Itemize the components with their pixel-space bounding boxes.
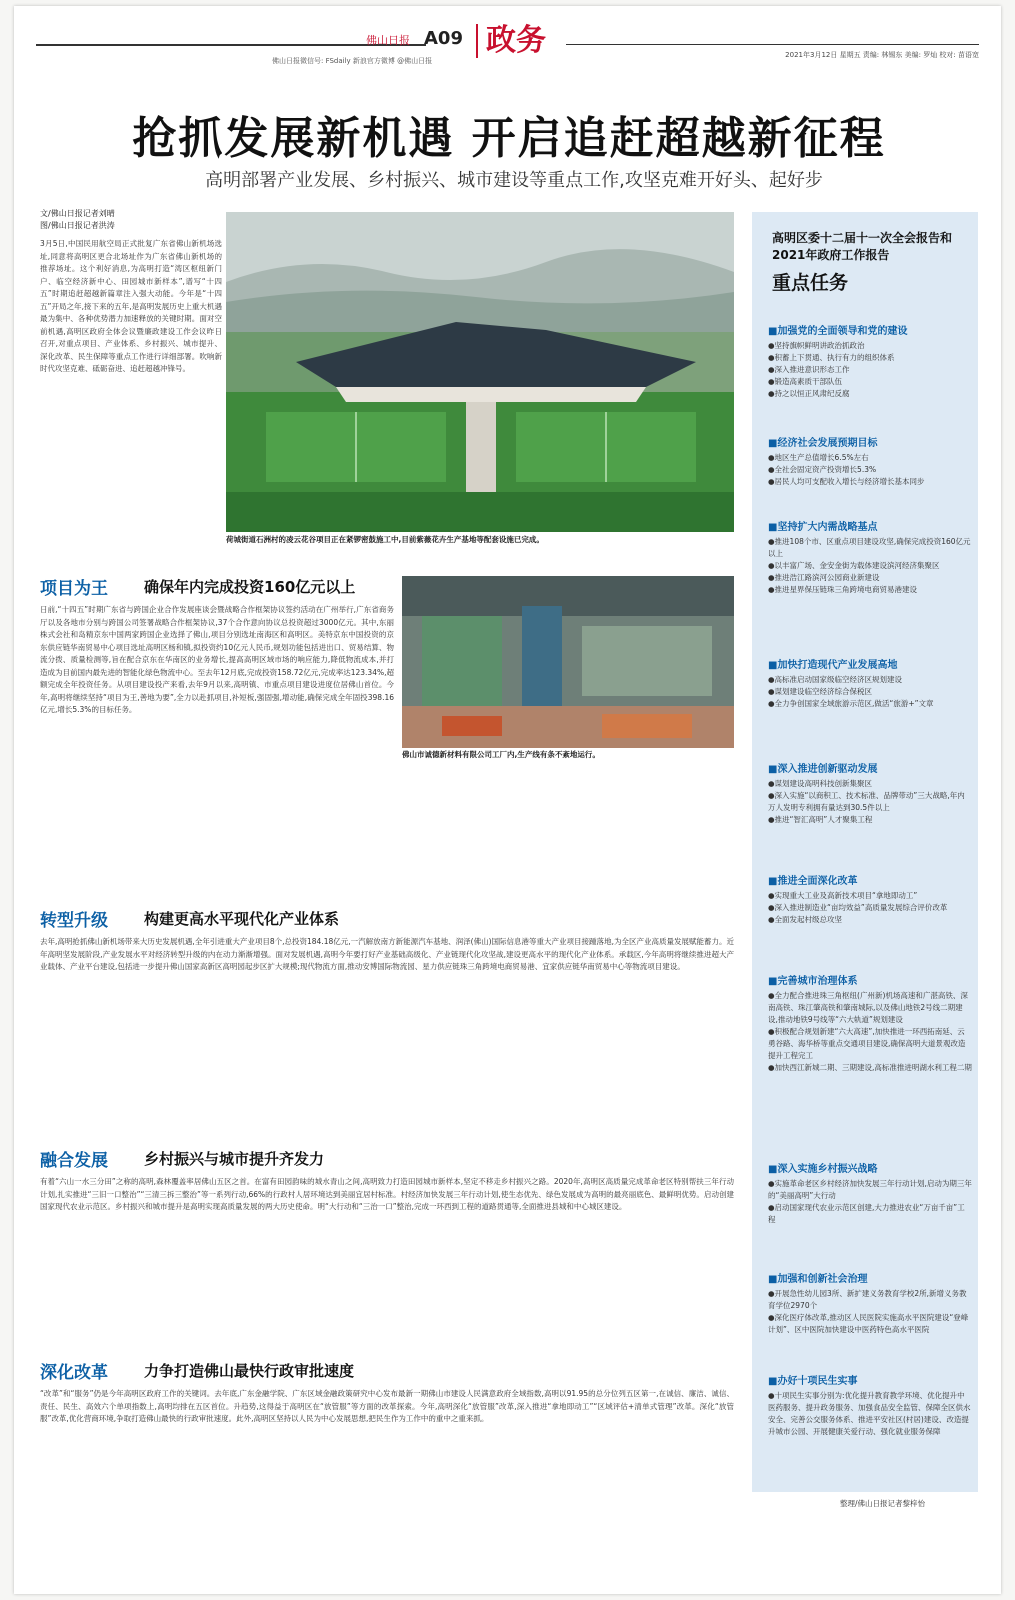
sidebar-block-heading: ■坚持扩大内需战略基点: [768, 522, 878, 533]
page-number: A09: [424, 28, 463, 49]
sidebar-block-heading: ■加强和创新社会治理: [768, 1274, 868, 1285]
sidebar-block-item: ●推进“智汇高明”人才聚集工程: [768, 815, 873, 824]
section-text-projects: 日前,“十四五”时期广东省与跨国企业合作发展座谈会暨战略合作框架协议签约活动在广州举行,广东省商务厅以及各地市分别与跨国公司签署战略合作框架协议,37个合作意向协议总投资超过3000亿元。其中,东丽株式会社和岛精京东中国两家跨国企业选择了佛山,项目分别选址南海区和高明区。美特京东中国投资的京东供应链华南贸易中心项目选址高明区杨和镇,拟投资约10亿元人民币,规划功能包括进出口、贸易结算、物流分拨、质量检测等,旨在配合京东在华南区的业务增长,提高高明区域市场的响应能力,降低物流成本,并打造成为目前国内最先进的智能化绿色物流中心。至去年12月底,完成投资158.72亿元,完成率达123.34%,超额完成全年投资任务。从项目建设投产来看,去年9月以来,高明镇、市重点项目建设进度位居佛山首位。今年,高明将继续坚持“项目为王,善地为要”,全力以赴抓项目,补短板,强固强,增动能,确保完成全年固投398.16亿元,增长5.3%的目标任务。: [40, 605, 394, 714]
sidebar-block: [768, 872, 972, 926]
sidebar-block-item: ●深入实施“以商积工、技术标准、品牌带动”三大战略,年内万人发明专利拥有量达到30.5件以上: [768, 791, 965, 812]
section-text-projects-cont: [402, 766, 734, 866]
sidebar-block-item: ●深入推进意识形态工作: [768, 365, 850, 374]
sidebar-block-item: ●全面发起村级总攻坚: [768, 915, 843, 924]
sidebar-block-item: ●积蓄上下贯通、执行有力的组织体系: [768, 353, 895, 362]
masthead-date: 2021年3月12日 星期五 责编: 林锡东 美编: 罗灿 校对: 苗语宽: [785, 51, 979, 59]
byline-writer: 文/佛山日报记者刘晴: [40, 209, 115, 218]
sidebar-block-heading: ■深入实施乡村振兴战略: [768, 1164, 878, 1175]
aerial-photo-caption: 荷城街道石洲村的凌云花谷项目正在紧锣密鼓施工中,目前紫薇花卉生产基地等配套设施已完成。: [226, 535, 544, 544]
sidebar-block-item: ●谋划建设临空经济综合保税区: [768, 687, 873, 696]
section-text-integration: 有着“六山一水三分田”之称的高明,森林覆盖率居佛山五区之首。在富有田园韵味的城水青山之间,高明致力打造田园城市新样本,坚定不移走乡村振兴之路。2020年,高明区高质量完成革命老区特别帮扶三年行动计划,扎实推进“三旧一口整治”“三清三拆三整治”等一系列行动,66%的行政村人居环境达到美丽宜居村标准。村经济加快发展三年行动计划,使生态优先、绿色发展成为高明的最亮丽底色、最鲜明优势。启动创建国家现代农业示范区。乡村振兴和城市提升是高明实现高质量发展的两大历史使命。明“大行动和“三治一口”整治,完成一环西到工程的道路贯通等,全面推进县城和中心城区建设。: [40, 1177, 734, 1211]
section-title: 政务: [476, 24, 546, 58]
sidebar-block: [768, 1270, 972, 1336]
section-tag: 转型升级: [40, 911, 108, 931]
sidebar-block-item: ●以丰富广场、金安金街为载体建设滨河经济集聚区: [768, 561, 940, 570]
sidebar-block-heading: ■完善城市治理体系: [768, 976, 858, 987]
sidebar-block: [768, 322, 972, 400]
sidebar-block-item: ●全力争创国家全域旅游示范区,做活“旅游+”文章: [768, 699, 934, 708]
sidebar-block-item: ●全力配合推进珠三角枢纽(广州新)机场高速和广湛高铁、深南高铁、珠江肇高铁和肇南城际,以及佛山地铁2号线二期建设,推动地铁9号线等“六大轨道”规划建设: [768, 991, 968, 1024]
byline-photographer: 图/佛山日报记者洪涛: [40, 221, 115, 230]
newspaper-page: [14, 6, 1001, 1594]
sidebar-block-item: ●加快西江新城二期、三期建设,高标准推进明湖水利工程二期: [768, 1063, 972, 1072]
sidebar-block-heading: ■加强党的全面领导和党的建设: [768, 326, 908, 337]
section-tag: 融合发展: [40, 1151, 108, 1171]
sidebar-block-item: ●开展急性幼儿园3所、新扩建义务教育学校2所,新增义务教育学位2970个: [768, 1289, 967, 1310]
sidebar-block-heading: ■推进全面深化改革: [768, 876, 858, 887]
masthead: [36, 23, 979, 70]
subheadline: 高明部署产业发展、乡村振兴、城市建设等重点工作,攻坚克难开好头、起好步: [205, 170, 823, 191]
sidebar-title: 高明区委十二届十一次全会报告和2021年政府工作报告: [772, 231, 953, 262]
sidebar-block-item: ●实现重大工业及高新技术项目“拿地即动工”: [768, 891, 918, 900]
sidebar-block-item: ●居民人均可支配收入增长与经济增长基本同步: [768, 477, 925, 486]
factory-photo-caption: 佛山市诚德新材料有限公司工厂内,生产线有条不紊地运行。: [402, 750, 600, 759]
sidebar-subtitle: 重点任务: [772, 272, 849, 294]
section-title: 确保年内完成投资160亿元以上: [144, 578, 356, 596]
sidebar-block-item: ●启动国家现代农业示范区创建,大力推进农业“万亩千亩”工程: [768, 1203, 965, 1224]
sidebar-block-item: ●坚持旗帜鲜明讲政治抓政治: [768, 341, 865, 350]
section-tag: 深化改革: [40, 1363, 108, 1383]
sidebar-block-heading: ■加快打造现代产业发展高地: [768, 660, 898, 671]
sidebar-block-item: ●推进108个市、区重点项目建设攻坚,确保完成投资160亿元以上: [768, 537, 971, 558]
sidebar-block-item: ●谋划建设高明科技创新集聚区: [768, 779, 873, 788]
sidebar-block: [768, 434, 972, 488]
sidebar-credit: 整理/佛山日报记者黎梓怡: [840, 1499, 926, 1508]
sidebar-block-heading: ■深入推进创新驱动发展: [768, 764, 878, 775]
sidebar-block-item: ●深化医疗体改革,推动区人民医院实施高水平医院建设“登峰计划”、区中医院加快建设中医药特色高水平医院: [768, 1313, 969, 1334]
factory-photo: [402, 576, 734, 748]
masthead-social: 佛山日报微信号: FSdaily 新浪官方微博 @佛山日报: [272, 57, 433, 65]
newspaper-logo: 佛山日报: [366, 34, 410, 47]
sidebar-block-item: ●持之以恒正风肃纪反腐: [768, 389, 850, 398]
sidebar-block-item: ●高标准启动国家级临空经济区规划建设: [768, 675, 903, 684]
factory-photo-illustration: [402, 576, 734, 748]
aerial-photo: [226, 212, 734, 532]
section-header-transform: [40, 906, 740, 932]
section-tag: 项目为王: [40, 579, 108, 599]
section-title: 乡村振兴与城市提升齐发力: [144, 1150, 325, 1168]
key-tasks-sidebar: [752, 212, 978, 1492]
sidebar-block-item: ●全社会固定资产投资增长5.3%: [768, 465, 877, 474]
sidebar-block-item: ●推进星界保压链珠三角跨境电商贸易港建设: [768, 585, 918, 594]
sidebar-block-item: ●十项民生实事分别为:优化提升教育教学环境、优化提升中医药服务、提升政务服务、加强食品安全监管、保障全区供水安全、完善公交服务体系、推进平安社区(村居)建设、改造提升城市公园、开展健康关爱行动、强化就业服务保障: [768, 1391, 971, 1436]
section-text-transform: 去年,高明抢抓佛山新机场带来大历史发展机遇,全年引进重大产业项目8个,总投资184.18亿元,一汽解放南方新能源汽车基地、润泽(佛山)国际信息港等重大产业项目接踵落地,为全区产业高质量发展赋能蓄力。近年高明坚发展阶段,产业发展水平对经济转型升级的内在动力渐渐增强。面对发展机遇,高明今年要打好产业基础高级化、产业链现代化攻坚战,建设更高水平的现代化产业体系。承载区,今年高明将继续推进超大产业载体、产业平台建设,包括进一步提升佛山国家高新区高明园起步区扩大规模;现代物流方面,推动安博国际物流园、星力供应链珠三角跨境电商贸易港、宜家供应链华南贸易中心等物流项目建设。: [40, 937, 734, 971]
sidebar-block-heading: ■办好十项民生实事: [768, 1376, 858, 1387]
sidebar-block-item: ●推进浩江路滨河公园商业新建设: [768, 573, 880, 582]
headline: 抢抓发展新机遇 开启追赶超越新征程: [132, 113, 886, 164]
section-title: 构建更高水平现代化产业体系: [144, 910, 340, 928]
sidebar-block: [768, 972, 972, 1074]
sidebar-block-item: ●地区生产总值增长6.5%左右: [768, 453, 869, 462]
sidebar-block: [768, 1372, 972, 1438]
sidebar-block: [768, 518, 972, 596]
sidebar-block: [768, 1160, 972, 1226]
aerial-photo-illustration: [226, 212, 734, 532]
sidebar-block-item: ●深入推进制造业“亩均效益”高质量发展综合评价改革: [768, 903, 948, 912]
section-title: 力争打造佛山最快行政审批速度: [144, 1362, 355, 1380]
sidebar-block-heading: ■经济社会发展预期目标: [768, 438, 878, 449]
sidebar-block-item: ●积极配合规划新建“六大高速”,加快推进一环西拓南延、云勇谷路、海华桥等重点交通项目建设,确保高明大道景观改造提升工程完工: [768, 1027, 966, 1060]
intro-text: 3月5日,中国民用航空局正式批复广东省佛山新机场选址,同意将高明区更合北场址作为广东省佛山新机场的推荐场址。这个利好消息,为高明打造“湾区枢纽新门户、临空经济新中心、田园城市新样本”,谱写“十四五”时期追赶超越新篇章注入强大动能。今年是“十四五”开局之年,接下来的五年,是高明发展历史上重大机遇最为集中、各种优势潜力加速释放的关键时期。面对空前机遇,高明区政府全体会议暨廉政建设工作会议昨日召开,对重点项目、产业体系、乡村振兴、城市提升、深化改革、民生保障等重点工作进行详细部署。吹响新时代攻坚克难、砥砺奋进、追赶超越冲锋号。: [40, 239, 222, 373]
section-header-integration: [40, 1146, 740, 1172]
sidebar-block-item: ●锻造高素质干部队伍: [768, 377, 843, 386]
sidebar-block-item: ●实施革命老区乡村经济加快发展三年行动计划,启动为期三年的“美丽高明”大行动: [768, 1179, 972, 1200]
section-header-reform: [40, 1358, 740, 1384]
byline: [40, 208, 115, 232]
sidebar-block: [768, 760, 972, 826]
masthead-rule-right: [566, 44, 979, 45]
sidebar-block: [768, 656, 972, 710]
section-text-reform: “改革”和“服务”仍是今年高明区政府工作的关键词。去年底,广东金融学院、广东区域金融政策研究中心发布最新一期佛山市建设人民满意政府全域指数,高明以91.95的总分位列五区第一,在诚信、廉洁、诚信、责任、民生、高效六个单项指数上,高明均排在五区首位。升趋势,这得益于高明区在“放管服”等方面的改革探索。今年,高明深化“放管服”改革,深入推进“拿地即动工”“区域评估+清单式管理”改革。深化“放管服”改革,优化营商环境,争取打造佛山最快的行政审批速度。此外,高明区坚持以人民为中心发展思想,把民生作为工作中的重中之重来抓。: [40, 1389, 734, 1423]
